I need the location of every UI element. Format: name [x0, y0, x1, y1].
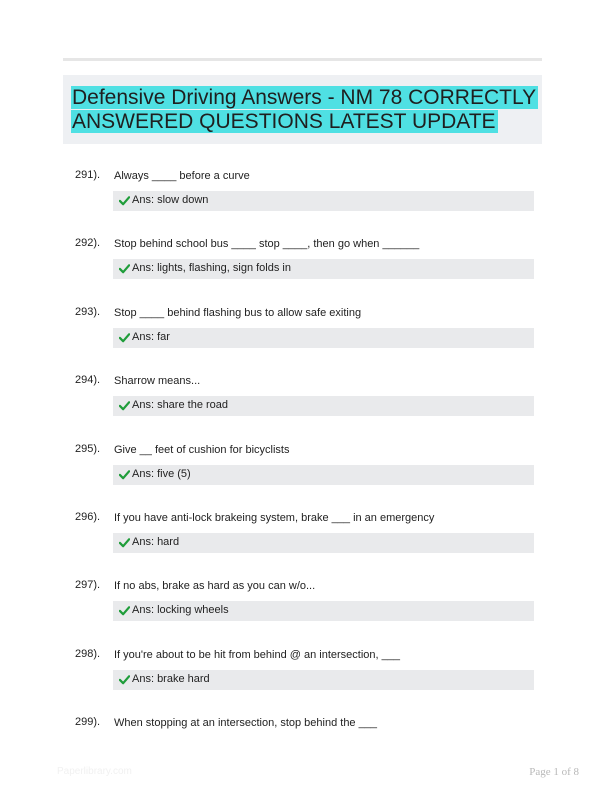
- question-number: 299).: [75, 716, 101, 728]
- question-number: 294).: [75, 374, 101, 386]
- qa-item: [0, 511, 606, 571]
- qa-item: [0, 169, 606, 229]
- check-icon: [119, 263, 130, 274]
- question-text: Stop ____ behind flashing bus to allow safe exiting: [114, 307, 362, 319]
- answer-box: [113, 191, 534, 211]
- qa-item: [0, 306, 606, 366]
- qa-item: [0, 579, 606, 639]
- answer-text: Ans: hard: [132, 536, 180, 548]
- question-text: If you have anti-lock brakeing system, brake ___ in an emergency: [114, 512, 435, 524]
- check-icon: [119, 400, 130, 411]
- question-text: Stop behind school bus ____ stop ____, then go when ______: [114, 238, 420, 250]
- answer-box: [113, 465, 534, 485]
- answer-box: [113, 533, 534, 553]
- answer-box: [113, 601, 534, 621]
- check-icon: [119, 469, 130, 480]
- qa-item: [0, 374, 606, 434]
- title-banner: [63, 75, 542, 144]
- answer-box: [113, 670, 534, 690]
- title-line-2: ANSWERED QUESTIONS LATEST UPDATE: [72, 110, 496, 133]
- question-text: If you're about to be hit from behind @ an intersection, ___: [114, 649, 400, 661]
- check-icon: [119, 537, 130, 548]
- question-number: 297).: [75, 579, 101, 591]
- answer-text: Ans: brake hard: [132, 673, 210, 685]
- page-title: [71, 86, 538, 134]
- question-number: 298).: [75, 648, 101, 660]
- question-text: Always ____ before a curve: [114, 170, 250, 182]
- answer-text: Ans: slow down: [132, 194, 209, 206]
- question-number: 295).: [75, 443, 101, 455]
- qa-item: [0, 716, 606, 746]
- answer-text: Ans: locking wheels: [132, 604, 229, 616]
- page-number: Page 1 of 8: [529, 766, 579, 778]
- answer-text: Ans: lights, flashing, sign folds in: [132, 262, 291, 274]
- check-icon: [119, 674, 130, 685]
- question-text: When stopping at an intersection, stop behind the ___: [114, 717, 377, 729]
- check-icon: [119, 605, 130, 616]
- qa-item: [0, 237, 606, 297]
- footer-watermark: Paperlibrary.com: [57, 766, 132, 777]
- answer-box: [113, 396, 534, 416]
- check-icon: [119, 195, 130, 206]
- question-number: 296).: [75, 511, 101, 523]
- question-text: Sharrow means...: [114, 375, 201, 387]
- answer-text: Ans: far: [132, 331, 170, 343]
- answer-box: [113, 259, 534, 279]
- answer-text: Ans: five (5): [132, 468, 191, 480]
- title-line-1: Defensive Driving Answers - NM 78 CORRECTLY: [72, 86, 537, 109]
- question-text: If no abs, brake as hard as you can w/o...: [114, 580, 316, 592]
- check-icon: [119, 332, 130, 343]
- qa-item: [0, 648, 606, 708]
- top-divider: [63, 58, 542, 61]
- question-number: 293).: [75, 306, 101, 318]
- answer-box: [113, 328, 534, 348]
- question-number: 292).: [75, 237, 101, 249]
- answer-text: Ans: share the road: [132, 399, 229, 411]
- question-number: 291).: [75, 169, 101, 181]
- qa-item: [0, 443, 606, 503]
- question-text: Give __ feet of cushion for bicyclists: [114, 444, 290, 456]
